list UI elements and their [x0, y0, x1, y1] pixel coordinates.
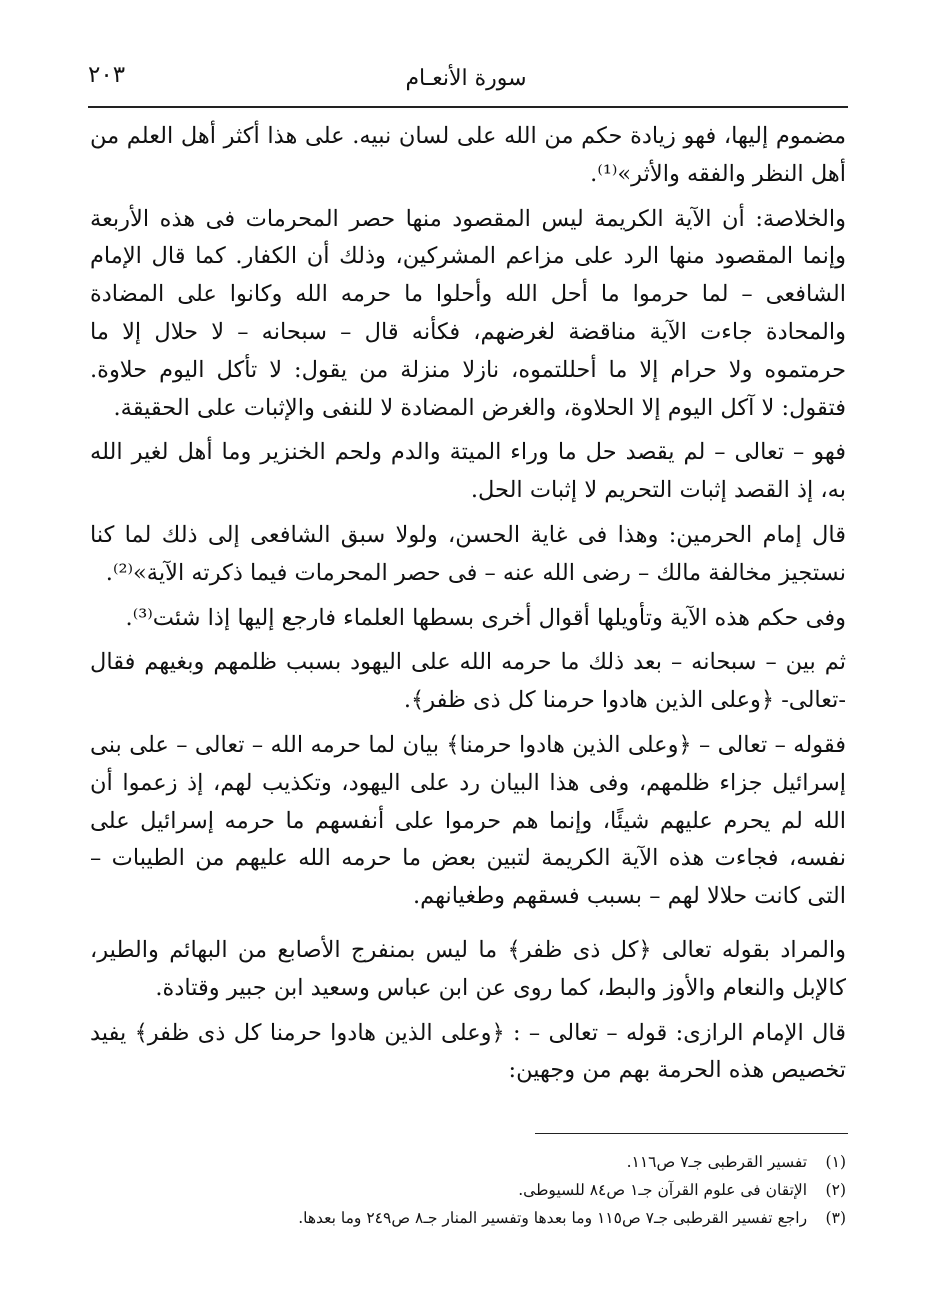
footnote-2	[90, 1176, 846, 1204]
footnote-1	[90, 1148, 846, 1176]
paragraph-4: قال إمام الحرمين: وهذا فى غاية الحسن، ولولا سبق الشافعى إلى ذلك لما كنا نستجيز مخالفة مالك – رضى الله عنه – فى حصر المحرمات فيما ذكرته الآية»⁽²⁾.	[90, 521, 846, 586]
paragraph-3: فهو – تعالى – لم يقصد حل ما وراء الميتة والدم ولحم الخنزير وما أهل لغير الله به، إذ القصد إثبات التحريم لا إثبات الحل.	[90, 439, 846, 504]
footnote-3-number: (٣)	[825, 1209, 846, 1227]
footnote-divider	[535, 1133, 848, 1134]
footnote-1-text: تفسير القرطبى جـ٧ ص١١٦.	[626, 1153, 808, 1171]
paragraph-5: وفى حكم هذه الآية وتأويلها أقوال أخرى بسطها العلماء فارجع إليها إذا شئت⁽³⁾.	[125, 604, 846, 631]
header-divider	[88, 106, 848, 108]
paragraph-1: مضموم إليها، فهو زيادة حكم من الله على لسان نبيه. على هذا أكثر أهل العلم من أهل النظر والفقه والأثر»⁽¹⁾.	[90, 123, 846, 187]
main-text	[90, 118, 846, 1090]
footnote-3-text: راجع تفسير القرطبى جـ٧ ص١١٥ وما بعدها وتفسير المنار جـ٨ ص٢٤٩ وما بعدها.	[298, 1209, 808, 1227]
paragraph-7: فقوله – تعالى – ﴿وعلى الذين هادوا حرمنا﴾ بيان لما حرمه الله – تعالى – على بنى إسرائيل جزاء ظلمهم، وفى هذا البيان رد على اليهود، وتكذيب لهم، إذ زعموا أن الله لم يحرم عليهم شيئًا، وإنما هم حرموا على أنفسهم ما حرمه إسرائيل على نفسه، فجاءت هذه الآية الكريمة لتبين بعض ما حرمه الله عليهم من الطيبات – التى كانت حلالا لهم – بسبب فسقهم وطغيانهم.	[90, 731, 846, 910]
paragraph-9: قال الإمام الرازى: قوله – تعالى – : ﴿وعلى الذين هادوا حرمنا كل ذى ظفر﴾ يفيد تخصيص هذه الحرمة بهم من وجهين:	[90, 1019, 846, 1084]
page-number: ٢٠٣	[88, 62, 126, 88]
footnote-2-text: الإتقان فى علوم القرآن جـ١ ص٨٤ للسيوطى.	[518, 1181, 808, 1199]
footnotes	[90, 1148, 846, 1232]
paragraph-8: والمراد بقوله تعالى ﴿كل ذى ظفر﴾ ما ليس بمنفرج الأصابع من البهائم والطير، كالإبل والنعام والأوز والبط، كما روى عن ابن عباس وسعيد ابن جبير وقتادة.	[90, 936, 846, 1001]
paragraph-2: والخلاصة: أن الآية الكريمة ليس المقصود منها حصر المحرمات فى هذه الأربعة وإنما المقصود منها الرد على مزاعم المشركين، وذلك أن الكفار. كما قال الإمام الشافعى – لما حرموا ما أحل الله وأحلوا ما حرمه الله وكانوا على المضادة والمحادة جاءت الآية مناقضة لغرضهم، فكأنه قال – سبحانه – لا حلال إلا ما حرمتموه ولا حرام إلا ما أحللتموه، نازلا منزلة من يقول: لا تأكل اليوم حلاوة. فتقول: لا آكل اليوم إلا الحلاوة، والغرض المضادة لا للنفى والإثبات على الحقيقة.	[90, 205, 846, 421]
footnote-2-number: (٢)	[825, 1181, 846, 1199]
footnote-1-number: (١)	[825, 1153, 846, 1171]
running-header-title: سورة الأنعـام	[405, 66, 527, 91]
footnote-3	[90, 1204, 846, 1232]
paragraph-6: ثم بين – سبحانه – بعد ذلك ما حرمه الله على اليهود بسبب ظلمهم وبغيهم فقال -تعالى- ﴿وعلى الذين هادوا حرمنا كل ذى ظفر﴾.	[90, 649, 846, 714]
